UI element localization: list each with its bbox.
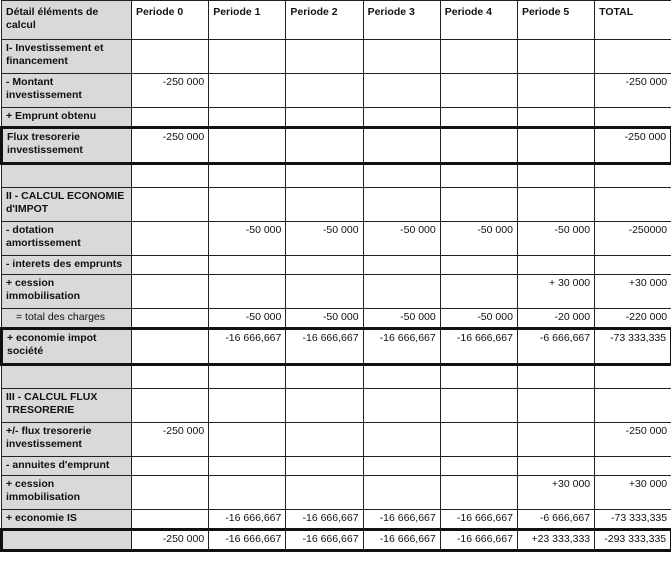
periode-4-cell (440, 128, 517, 164)
total-cell (595, 108, 671, 128)
periode-4-cell (440, 476, 517, 510)
total-cell: -250 000 (595, 423, 671, 457)
header-cell-periode-0: Periode 0 (132, 1, 209, 40)
header-cell-periode-1: Periode 1 (209, 1, 286, 40)
table-row (2, 309, 671, 329)
periode-4-cell: -50 000 (440, 309, 517, 329)
row-label: = total des charges (2, 309, 132, 329)
periode-5-cell: +30 000 (517, 476, 594, 510)
row-label: - annuites d'emprunt (2, 457, 132, 476)
periode-2-cell (286, 389, 363, 423)
periode-0-cell (132, 256, 209, 275)
total-cell (595, 256, 671, 275)
total-cell: -250 000 (595, 128, 671, 164)
total-cell (595, 457, 671, 476)
periode-0-cell: -250 000 (132, 128, 209, 164)
row-label: III - CALCUL FLUX TRESORERIE (2, 389, 132, 423)
total-cell (595, 389, 671, 423)
periode-4-cell (440, 365, 517, 389)
table-row (2, 188, 671, 222)
periode-5-cell: -50 000 (517, 222, 594, 256)
periode-4-cell (440, 164, 517, 188)
periode-0-cell (132, 457, 209, 476)
periode-0-cell (132, 476, 209, 510)
periode-3-cell (363, 40, 440, 74)
periode-0-cell (132, 40, 209, 74)
periode-1-cell (209, 457, 286, 476)
table-row (2, 389, 671, 423)
row-label: II - CALCUL ECONOMIE d'IMPOT (2, 188, 132, 222)
periode-3-cell (363, 128, 440, 164)
header-cell-periode-2: Periode 2 (286, 1, 363, 40)
table-row (2, 329, 671, 365)
periode-5-cell: + 30 000 (517, 275, 594, 309)
periode-4-cell: -16 666,667 (440, 329, 517, 365)
periode-2-cell (286, 40, 363, 74)
periode-1-cell: -16 666,667 (209, 510, 286, 530)
table-row (2, 128, 671, 164)
periode-3-cell (363, 476, 440, 510)
periode-5-cell: -6 666,667 (517, 510, 594, 530)
periode-2-cell (286, 164, 363, 188)
row-label: - Montant investissement (2, 74, 132, 108)
periode-1-cell: -50 000 (209, 222, 286, 256)
periode-3-cell (363, 164, 440, 188)
periode-5-cell: +23 333,333 (517, 530, 594, 551)
periode-4-cell (440, 457, 517, 476)
periode-5-cell (517, 457, 594, 476)
periode-5-cell (517, 108, 594, 128)
periode-3-cell (363, 188, 440, 222)
periode-5-cell (517, 188, 594, 222)
row-label: - dotation amortissement (2, 222, 132, 256)
periode-4-cell (440, 74, 517, 108)
row-label: + cession immobilisation (2, 275, 132, 309)
periode-0-cell (132, 275, 209, 309)
periode-4-cell (440, 275, 517, 309)
periode-5-cell (517, 164, 594, 188)
row-label: I- Investissement et financement (2, 40, 132, 74)
table-row (2, 108, 671, 128)
periode-3-cell: -16 666,667 (363, 530, 440, 551)
periode-2-cell: -16 666,667 (286, 329, 363, 365)
periode-1-cell (209, 164, 286, 188)
periode-1-cell (209, 275, 286, 309)
periode-2-cell (286, 74, 363, 108)
table-row (2, 74, 671, 108)
periode-5-cell (517, 256, 594, 275)
periode-1-cell (209, 365, 286, 389)
row-label (2, 164, 132, 188)
periode-2-cell (286, 188, 363, 222)
periode-5-cell (517, 365, 594, 389)
total-cell: -293 333,335 (595, 530, 671, 551)
periode-3-cell: -50 000 (363, 222, 440, 256)
periode-3-cell (363, 365, 440, 389)
periode-0-cell (132, 108, 209, 128)
table-row (2, 256, 671, 275)
periode-0-cell: -250 000 (132, 74, 209, 108)
row-label: Flux tresorerie investissement (2, 128, 132, 164)
periode-1-cell (209, 108, 286, 128)
row-label: + economie impot société (2, 329, 132, 365)
spacer-row (2, 365, 671, 389)
periode-5-cell: -6 666,667 (517, 329, 594, 365)
total-cell: -73 333,335 (595, 329, 671, 365)
periode-1-cell (209, 423, 286, 457)
total-cell: -250 000 (595, 74, 671, 108)
row-label (2, 530, 132, 551)
periode-3-cell (363, 108, 440, 128)
periode-0-cell (132, 164, 209, 188)
row-label (2, 365, 132, 389)
total-cell: -73 333,335 (595, 510, 671, 530)
periode-3-cell (363, 74, 440, 108)
table-row (2, 222, 671, 256)
periode-1-cell (209, 476, 286, 510)
periode-3-cell (363, 457, 440, 476)
periode-5-cell (517, 40, 594, 74)
periode-3-cell: -16 666,667 (363, 510, 440, 530)
row-label: + economie IS (2, 510, 132, 530)
periode-4-cell (440, 256, 517, 275)
periode-2-cell: -16 666,667 (286, 510, 363, 530)
row-label: +/- flux tresorerie investissement (2, 423, 132, 457)
periode-0-cell (132, 510, 209, 530)
total-cell (595, 40, 671, 74)
table-body (2, 40, 671, 551)
total-cell: -220 000 (595, 309, 671, 329)
periode-0-cell (132, 188, 209, 222)
periode-0-cell: -250 000 (132, 423, 209, 457)
periode-4-cell (440, 108, 517, 128)
periode-5-cell (517, 128, 594, 164)
periode-0-cell (132, 329, 209, 365)
periode-1-cell (209, 128, 286, 164)
periode-2-cell (286, 275, 363, 309)
periode-0-cell: -250 000 (132, 530, 209, 551)
periode-2-cell (286, 423, 363, 457)
periode-4-cell (440, 188, 517, 222)
periode-5-cell: -20 000 (517, 309, 594, 329)
table-row (2, 530, 671, 551)
table-row (2, 275, 671, 309)
table-row (2, 510, 671, 530)
periode-2-cell (286, 457, 363, 476)
periode-0-cell (132, 389, 209, 423)
periode-1-cell (209, 256, 286, 275)
periode-2-cell (286, 128, 363, 164)
total-cell: -250000 (595, 222, 671, 256)
total-cell (595, 164, 671, 188)
periode-0-cell (132, 309, 209, 329)
periode-5-cell (517, 74, 594, 108)
periode-0-cell (132, 365, 209, 389)
periode-1-cell (209, 74, 286, 108)
periode-4-cell (440, 423, 517, 457)
periode-1-cell: -16 666,667 (209, 530, 286, 551)
row-label: - interets des emprunts (2, 256, 132, 275)
header-cell-detail: Détail éléments de calcul (2, 1, 132, 40)
periode-2-cell: -16 666,667 (286, 530, 363, 551)
spacer-row (2, 164, 671, 188)
periode-1-cell (209, 40, 286, 74)
periode-1-cell: -16 666,667 (209, 329, 286, 365)
header-row (2, 1, 671, 40)
row-label: + Emprunt obtenu (2, 108, 132, 128)
periode-2-cell (286, 476, 363, 510)
header-cell-periode-4: Periode 4 (440, 1, 517, 40)
periode-3-cell: -50 000 (363, 309, 440, 329)
header-cell-periode-3: Periode 3 (363, 1, 440, 40)
periode-2-cell (286, 256, 363, 275)
table-row (2, 40, 671, 74)
row-label: + cession immobilisation (2, 476, 132, 510)
table-row (2, 476, 671, 510)
periode-2-cell (286, 108, 363, 128)
table-row (2, 423, 671, 457)
header-cell-periode-5: Periode 5 (517, 1, 594, 40)
periode-2-cell: -50 000 (286, 309, 363, 329)
total-cell (595, 365, 671, 389)
periode-3-cell (363, 275, 440, 309)
periode-2-cell (286, 365, 363, 389)
periode-4-cell: -50 000 (440, 222, 517, 256)
periode-2-cell: -50 000 (286, 222, 363, 256)
periode-5-cell (517, 389, 594, 423)
periode-1-cell: -50 000 (209, 309, 286, 329)
periode-3-cell (363, 423, 440, 457)
periode-3-cell (363, 389, 440, 423)
header-cell-total: TOTAL (595, 1, 671, 40)
periode-4-cell (440, 40, 517, 74)
periode-5-cell (517, 423, 594, 457)
total-cell: +30 000 (595, 476, 671, 510)
periode-0-cell (132, 222, 209, 256)
periode-4-cell: -16 666,667 (440, 530, 517, 551)
periode-3-cell: -16 666,667 (363, 329, 440, 365)
periode-4-cell: -16 666,667 (440, 510, 517, 530)
periode-1-cell (209, 389, 286, 423)
periode-3-cell (363, 256, 440, 275)
table-row (2, 457, 671, 476)
periode-1-cell (209, 188, 286, 222)
periode-4-cell (440, 389, 517, 423)
total-cell: +30 000 (595, 275, 671, 309)
total-cell (595, 188, 671, 222)
